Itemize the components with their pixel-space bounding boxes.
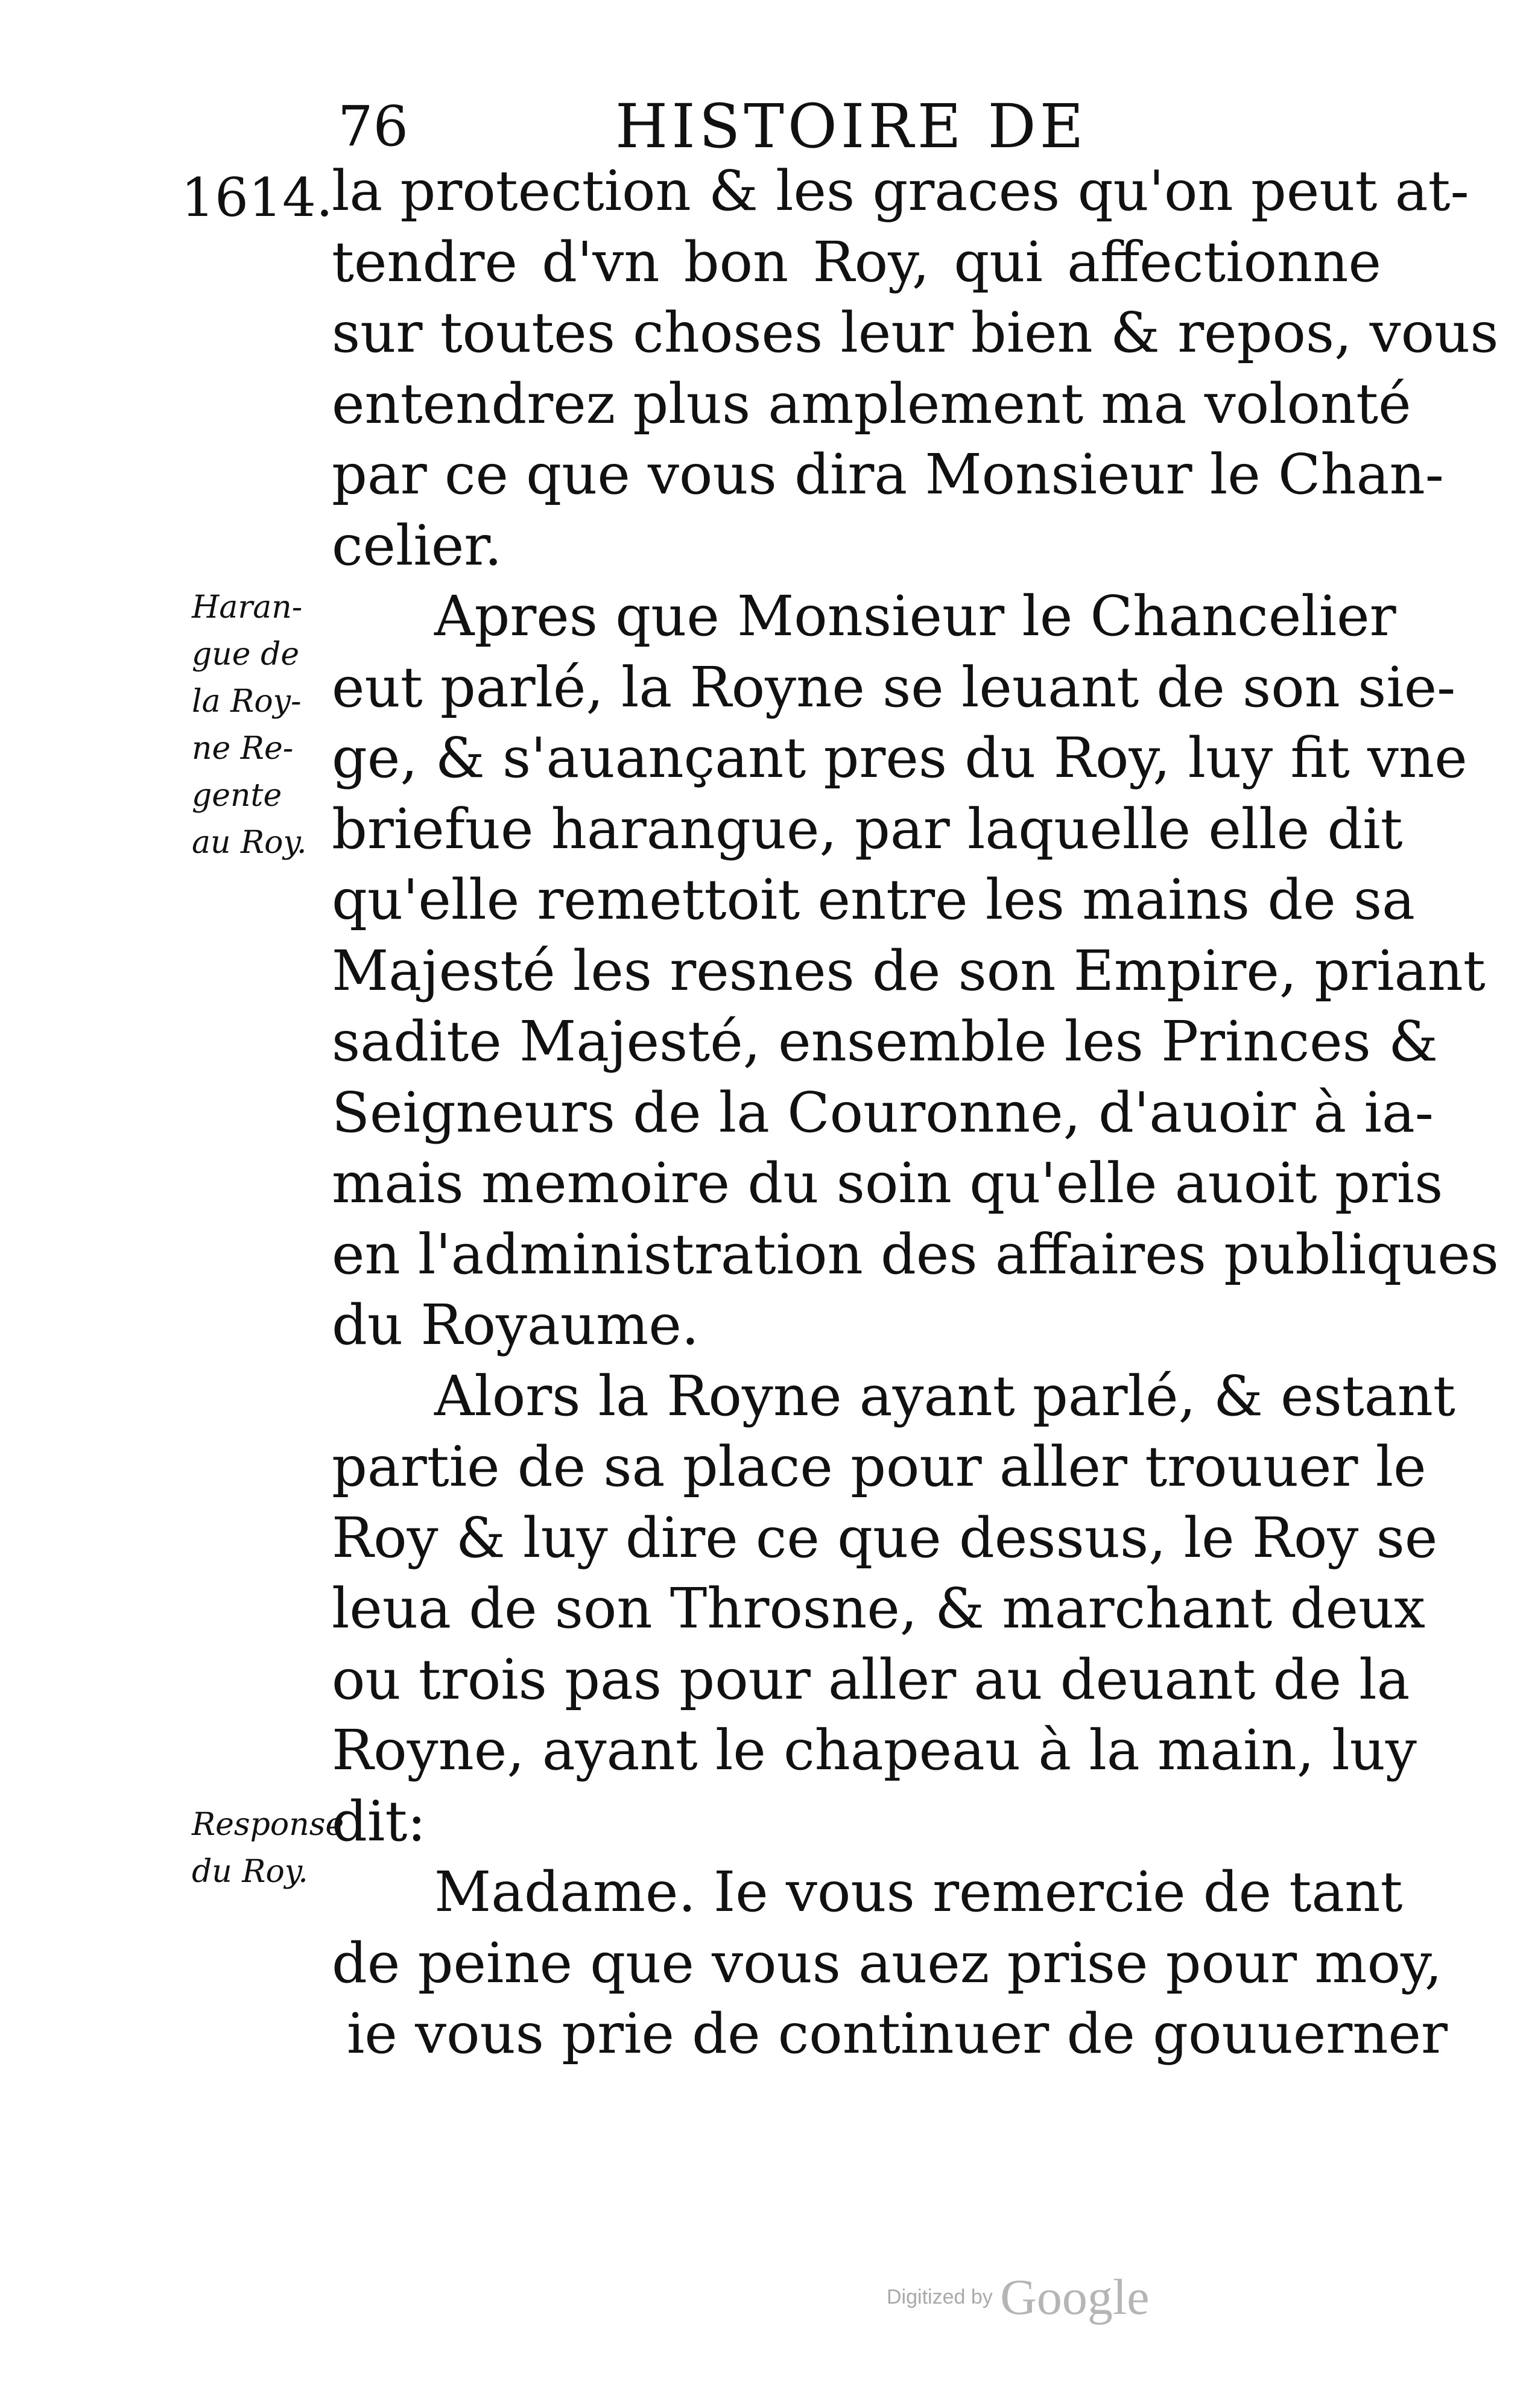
google-logo: Google [1000, 2269, 1150, 2325]
margin-note-harangue [192, 584, 331, 866]
text-line: ou trois pas pour aller au deuant de la [332, 1647, 1410, 1712]
margin-note-line: du Roy. [192, 1854, 308, 1890]
text-line: ie vous prie de continuer de gouuerner [347, 2001, 1448, 2066]
text-line: Roy & luy dire ce que dessus, le Roy se [332, 1505, 1438, 1570]
text-line: celier. [332, 513, 502, 578]
watermark-prefix: Digitized by [887, 2286, 993, 2308]
margin-note-line: Haran- [192, 589, 303, 626]
text-line: leua de son Throsne, & marchant deux [332, 1576, 1426, 1641]
text-line: ge, & s'auançant pres du Roy, luy fit vne [332, 726, 1467, 790]
margin-note-line: Response [192, 1807, 344, 1843]
text-line: de peine que vous auez prise pour moy, [332, 1930, 1443, 1995]
text-line: Majesté les resnes de son Empire, priant [332, 938, 1486, 1003]
text-line: en l'administration des affaires publiques [332, 1221, 1499, 1287]
margin-note-response [192, 1801, 344, 1895]
body-text [332, 156, 1499, 2070]
text-line: qu'elle remettoit entre les mains de sa [332, 867, 1416, 932]
margin-note-line: gente [192, 778, 282, 814]
text-line: la protection & les graces qu'on peut at- [332, 159, 1469, 223]
paragraph-start: Madame. Ie vous remercie de tant [434, 1860, 1403, 1924]
margin-note-line: ne Re- [192, 730, 294, 767]
running-title: HISTOIRE DE [615, 91, 1088, 162]
margin-note-line: gue de [192, 636, 300, 673]
text-line: sadite Majesté, ensemble les Princes & [332, 1009, 1438, 1074]
text-line: partie de sa place pour aller trouuer le [332, 1434, 1426, 1499]
page-number: 76 [338, 94, 409, 159]
text-line: Seigneurs de la Couronne, d'auoir à ia- [332, 1080, 1434, 1145]
text-line: dit: [332, 1789, 426, 1854]
text-line: du Royaume. [332, 1293, 700, 1357]
margin-note-line: la Roy- [192, 683, 302, 720]
text-line: eut parlé, la Royne se leuant de son sie- [332, 654, 1456, 720]
text-line: tendre d'vn bon Roy, qui affectionne [332, 229, 1381, 294]
digitized-watermark [887, 2268, 1150, 2328]
paragraph-start: Apres que Monsieur le Chancelier [434, 584, 1396, 648]
text-line: mais memoire du soin qu'elle auoit pris [332, 1151, 1443, 1215]
text-line: par ce que vous dira Monsieur le Chan- [332, 442, 1444, 507]
text-line: entendrez plus amplement ma volonté [332, 371, 1411, 436]
margin-note-line: au Roy. [192, 825, 307, 861]
text-line: sur toutes choses leur bien & repos, vous [332, 300, 1499, 365]
margin-year: 1614. [181, 166, 333, 229]
text-line: Royne, ayant le chapeau à la main, luy [332, 1718, 1417, 1782]
paragraph-start: Alors la Royne ayant parlé, & estant [434, 1363, 1455, 1428]
text-line: briefue harangue, par laquelle elle dit [332, 796, 1403, 861]
